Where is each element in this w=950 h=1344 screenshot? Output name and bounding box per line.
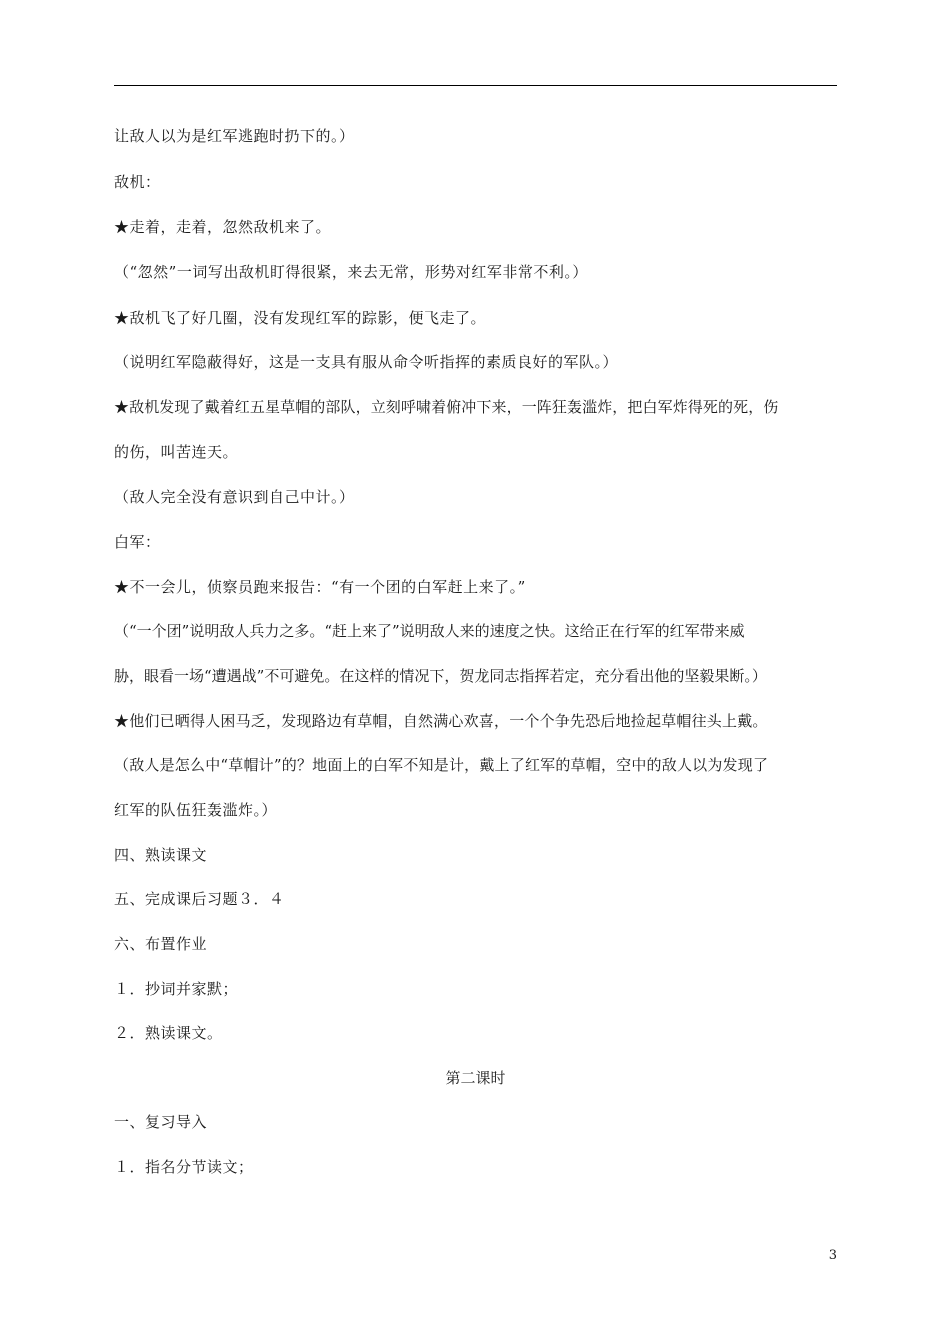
text-line-3: ★走着，走着，忽然敌机来了。 (114, 218, 332, 236)
text-line-15: （敌人是怎么中“草帽计”的？地面上的白军不知是计，戴上了红军的草帽，空中的敌人以为发现了 (114, 756, 769, 774)
text-line-10: 白军： (114, 533, 161, 551)
text-line-7: ★敌机发现了戴着红五星草帽的部队，立刻呼啸着俯冲下来，一阵狂轰滥炸，把白军炸得死的死，伤 (114, 398, 779, 416)
text-line-5: ★敌机飞了好几圈，没有发现红军的踪影，便飞走了。 (114, 309, 487, 327)
text-line-12: （“一个团”说明敌人兵力之多。“赶上来了”说明敌人来的速度之快。这给正在行军的红军带来威 (114, 622, 745, 640)
text-line-17: 四、熟读课文 (114, 846, 208, 864)
text-line-18: 五、完成课后习题３．４ (114, 890, 285, 908)
text-line-22: 一、复习导入 (114, 1113, 208, 1131)
text-line-14: ★他们已晒得人困马乏，发现路边有草帽，自然满心欢喜，一个个争先恐后地捡起草帽往头上戴。 (114, 712, 768, 730)
text-line-13: 胁，眼看一场“遭遇战”不可避免。在这样的情况下，贺龙同志指挥若定，充分看出他的坚毅果断。） (114, 667, 767, 685)
text-line-2: 敌机： (114, 173, 161, 191)
text-line-23: １．指名分节读文； (114, 1158, 254, 1176)
text-line-11: ★不一会儿，侦察员跑来报告：“有一个团的白军赶上来了。” (114, 578, 526, 596)
page-number: 3 (828, 1248, 837, 1263)
text-line-1: 让敌人以为是红军逃跑时扔下的。） (114, 127, 355, 145)
text-line-19: 六、布置作业 (114, 935, 208, 953)
text-line-9: （敌人完全没有意识到自己中计。） (114, 488, 355, 506)
text-line-21: ２．熟读课文。 (114, 1024, 223, 1042)
section-title: 第二课时 (445, 1069, 506, 1087)
text-line-16: 红军的队伍狂轰滥炸。） (114, 801, 278, 819)
text-line-6: （说明红军隐蔽得好，这是一支具有服从命令听指挥的素质良好的军队。） (114, 353, 619, 371)
text-line-20: １．抄词并家默； (114, 980, 239, 998)
text-line-4: （“忽然”一词写出敌机盯得很紧，来去无常，形势对红军非常不利。） (114, 263, 588, 281)
text-line-8: 的伤，叫苦连天。 (114, 443, 239, 461)
header-rule (114, 85, 837, 86)
